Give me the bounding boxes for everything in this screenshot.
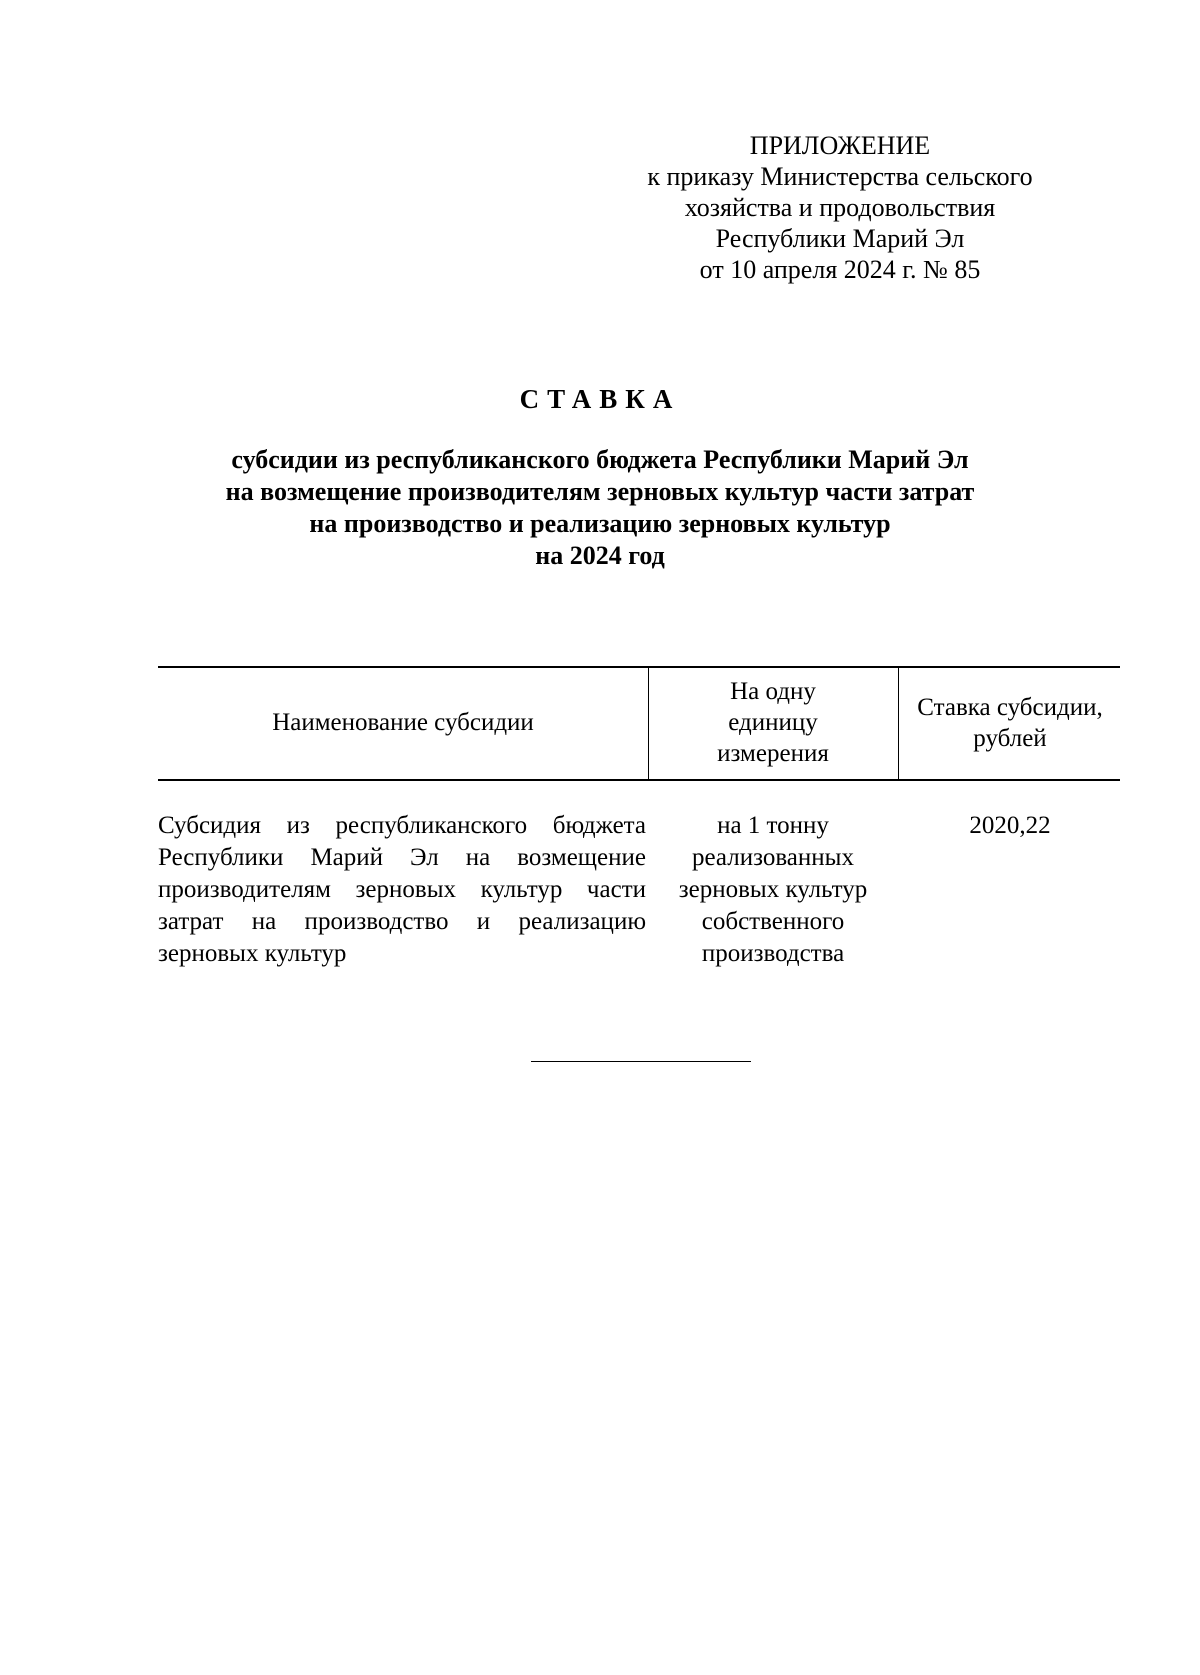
row-name-line: затрат на производство и реализацию bbox=[158, 908, 646, 935]
column-divider bbox=[898, 666, 899, 779]
header-unit-label: измерения bbox=[717, 740, 829, 767]
row-name-line: Республики Марий Эл на возмещение bbox=[158, 844, 646, 871]
table-header-rule bbox=[158, 779, 1120, 781]
header-unit-label: На одну bbox=[730, 678, 816, 705]
table-row-rate-cell: 2020,22 bbox=[969, 812, 1051, 839]
header-rate-label: Ставка субсидии, bbox=[917, 693, 1103, 721]
header-cell-name bbox=[158, 666, 648, 779]
header-rate-label: рублей bbox=[973, 724, 1047, 752]
subtitle-line: субсидии из республиканского бюджета Республики Марий Эл bbox=[231, 445, 969, 474]
appendix-line: к приказу Министерства сельского bbox=[647, 162, 1033, 191]
table-row-unit-cell bbox=[650, 810, 896, 970]
row-unit-line: реализованных bbox=[692, 844, 854, 871]
table-row-name-cell bbox=[158, 810, 646, 970]
appendix-line: хозяйства и продовольствия bbox=[684, 193, 996, 222]
column-divider bbox=[648, 666, 649, 779]
row-unit-line: зерновых культур bbox=[678, 876, 868, 903]
subtitle-line: на 2024 год bbox=[535, 541, 665, 570]
document-title: СТАВКА bbox=[519, 384, 681, 414]
subtitle-line: на возмещение производителям зерновых культур части затрат bbox=[225, 477, 975, 506]
closing-rule bbox=[531, 1061, 751, 1062]
row-unit-line: собственного bbox=[701, 908, 845, 935]
appendix-block bbox=[610, 130, 1070, 285]
subtitle-line: на производство и реализацию зерновых культур bbox=[309, 509, 891, 538]
appendix-order-date: от 10 апреля 2024 г. № 85 bbox=[699, 255, 981, 284]
row-name-line: производителям зерновых культур части bbox=[158, 876, 646, 903]
row-unit-line: производства bbox=[701, 940, 845, 967]
document-subtitle bbox=[140, 444, 1060, 572]
header-unit-label: единицу bbox=[728, 709, 818, 736]
row-unit-line: на 1 тонну bbox=[717, 812, 829, 839]
appendix-heading: ПРИЛОЖЕНИЕ bbox=[749, 131, 931, 160]
header-cell-unit bbox=[650, 666, 896, 779]
row-name-line: зерновых культур bbox=[158, 940, 347, 967]
row-name-line: Субсидия из республиканского бюджета bbox=[158, 812, 646, 839]
header-cell-rate bbox=[900, 666, 1120, 779]
header-name-label: Наименование субсидии bbox=[272, 709, 534, 736]
appendix-line: Республики Марий Эл bbox=[715, 224, 965, 253]
